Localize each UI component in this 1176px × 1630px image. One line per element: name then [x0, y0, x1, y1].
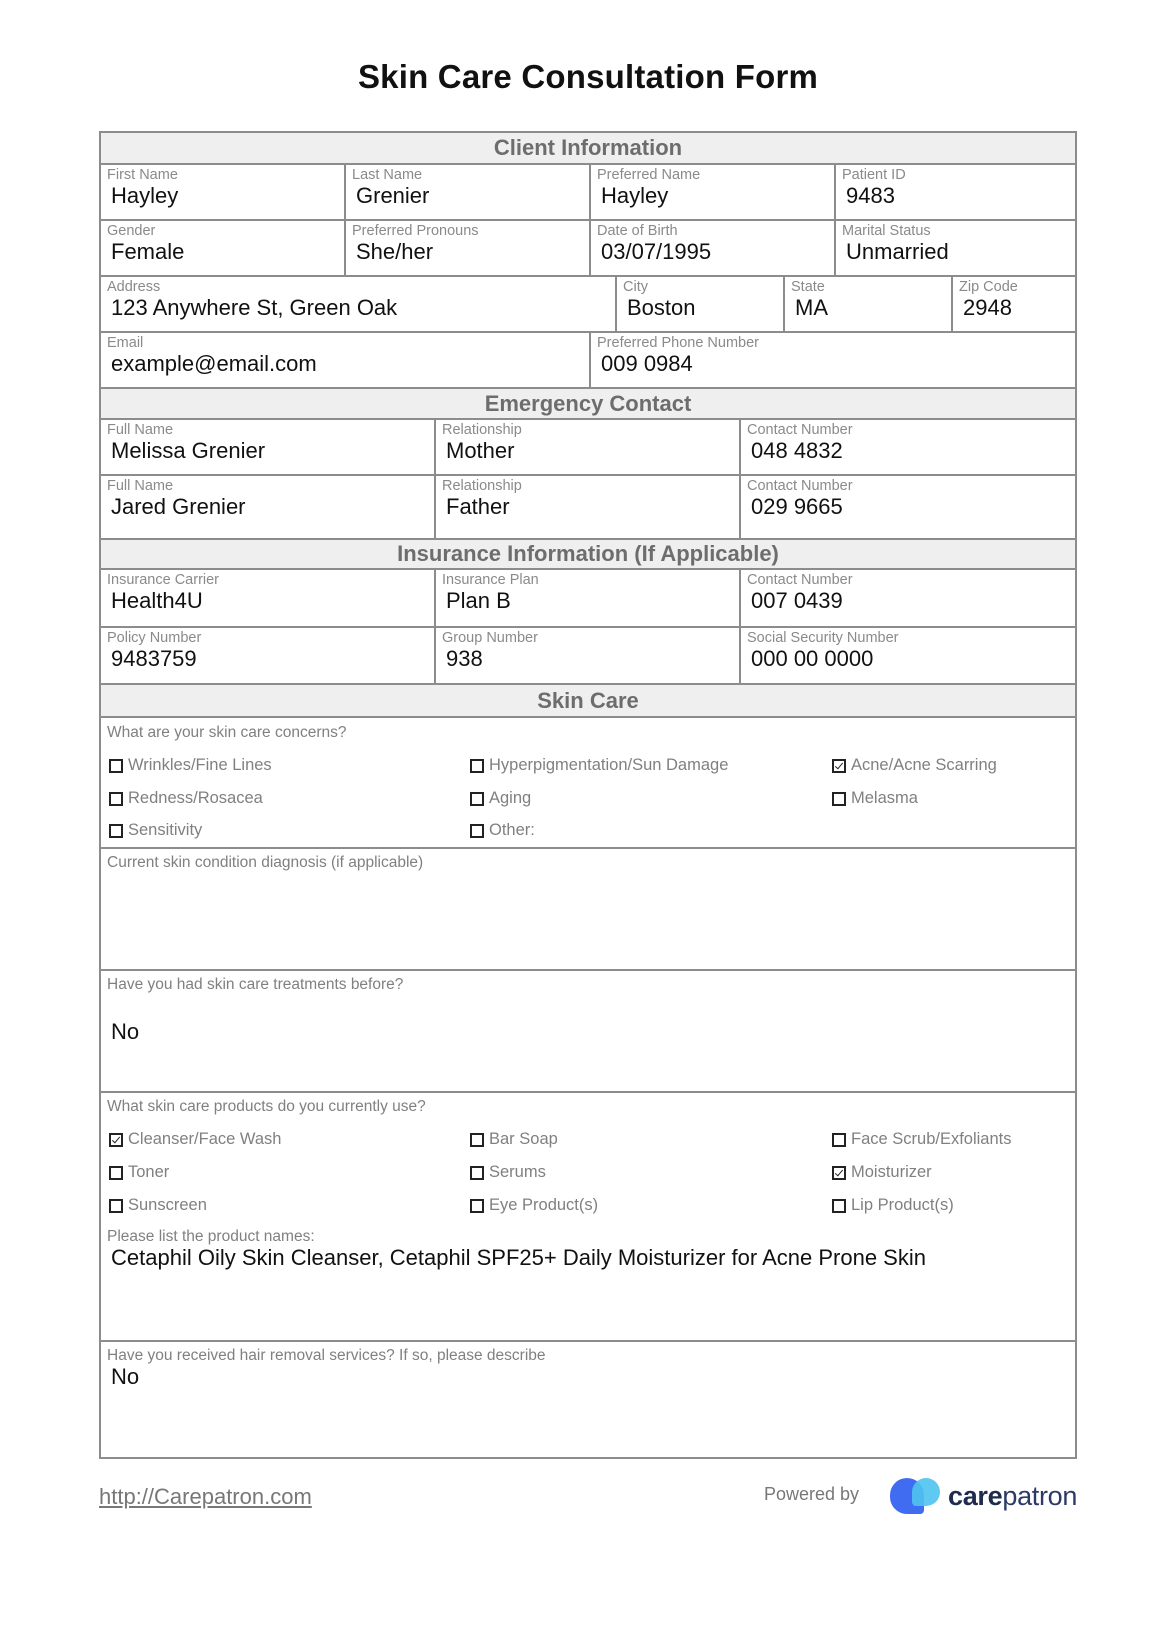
checkbox-icon	[470, 824, 484, 838]
checkbox-label: Toner	[128, 1163, 170, 1181]
product-cleanser-checkbox[interactable]	[109, 1130, 281, 1149]
field-value: 048 4832	[751, 438, 843, 463]
field-label: Insurance Carrier	[107, 572, 220, 588]
field-value: 007 0439	[751, 588, 843, 613]
field-label: Relationship	[442, 422, 522, 438]
checkbox-label: Acne/Acne Scarring	[851, 756, 997, 774]
field-value: Health4U	[111, 588, 203, 613]
field-label: Zip Code	[959, 279, 1018, 295]
email-field[interactable]	[101, 333, 591, 387]
gender-field[interactable]	[101, 221, 346, 275]
policy-number-field[interactable]	[101, 628, 436, 683]
field-value: 000 00 0000	[751, 646, 874, 671]
field-label: Patient ID	[842, 167, 906, 183]
checkbox-icon	[832, 1133, 846, 1147]
checkbox-label: Redness/Rosacea	[128, 789, 263, 807]
date-of-birth-field[interactable]	[591, 221, 836, 275]
checkbox-icon	[470, 1199, 484, 1213]
preferred-name-field[interactable]	[591, 165, 836, 219]
field-value: 123 Anywhere St, Green Oak	[111, 295, 398, 320]
preferred-pronouns-field[interactable]	[346, 221, 591, 275]
client-row-2	[101, 221, 1075, 277]
emergency-row-1	[101, 420, 1075, 476]
field-value: 9483759	[111, 646, 197, 671]
field-value: Female	[111, 239, 185, 264]
field-value: Boston	[627, 295, 696, 320]
insurance-plan-field[interactable]	[436, 570, 741, 626]
treatments-block[interactable]	[101, 971, 1075, 1093]
field-label: State	[791, 279, 825, 295]
checkbox-label: Wrinkles/Fine Lines	[128, 756, 272, 774]
checkbox-label: Aging	[489, 789, 532, 807]
social-security-number-field[interactable]	[741, 628, 1075, 683]
field-value: Hayley	[111, 183, 179, 208]
concern-other-checkbox[interactable]	[470, 821, 535, 840]
field-label: Marital Status	[842, 223, 931, 239]
field-value: 03/07/1995	[601, 239, 712, 264]
checkbox-label: Serums	[489, 1163, 546, 1181]
section-heading-emergency-contact: Emergency Contact	[101, 389, 1075, 420]
checkbox-icon	[470, 759, 484, 773]
carepatron-logo-icon	[888, 1476, 944, 1516]
checkbox-label: Sunscreen	[128, 1196, 207, 1214]
field-value: 2948	[963, 295, 1012, 320]
treatments-question: Have you had skin care treatments before?	[107, 976, 404, 993]
field-label: Policy Number	[107, 630, 202, 646]
skin-concerns-block	[101, 718, 1075, 849]
product-eye-checkbox[interactable]	[470, 1196, 598, 1215]
product-serums-checkbox[interactable]	[470, 1163, 546, 1182]
skin-concerns-question: What are your skin care concerns?	[107, 724, 347, 741]
insurance-contact-number-field[interactable]	[741, 570, 1075, 626]
wordmark-bold: care	[948, 1480, 1003, 1511]
field-label: Full Name	[107, 478, 174, 494]
checkbox-checked-icon	[832, 1166, 846, 1180]
field-value: 938	[446, 646, 483, 671]
client-row-1	[101, 165, 1075, 221]
address-field[interactable]	[101, 277, 617, 331]
diagnosis-block[interactable]	[101, 849, 1075, 971]
checkbox-label: Bar Soap	[489, 1130, 558, 1148]
state-field[interactable]	[785, 277, 953, 331]
checkbox-label: Sensitivity	[128, 821, 203, 839]
field-label: Address	[107, 279, 161, 295]
emergency-contact-number-field[interactable]	[741, 476, 1075, 538]
field-value: example@email.com	[111, 351, 317, 376]
diagnosis-question: Current skin condition diagnosis (if applicable)	[107, 854, 424, 871]
field-label: Date of Birth	[597, 223, 678, 239]
checkbox-label: Cleanser/Face Wash	[128, 1130, 282, 1148]
checkbox-checked-icon	[832, 759, 846, 773]
products-question: What skin care products do you currently use?	[107, 1098, 426, 1115]
emergency-row-2	[101, 476, 1075, 540]
checkbox-label: Melasma	[851, 789, 918, 807]
checkbox-icon	[109, 824, 123, 838]
field-value: 029 9665	[751, 494, 843, 519]
field-label: City	[623, 279, 648, 295]
field-label: First Name	[107, 167, 178, 183]
product-lip-checkbox[interactable]	[832, 1196, 954, 1215]
field-value: She/her	[356, 239, 434, 264]
field-value: 9483	[846, 183, 895, 208]
field-label: Insurance Plan	[442, 572, 539, 588]
carepatron-link[interactable]: http://Carepatron.com	[99, 1484, 312, 1509]
field-label: Last Name	[352, 167, 423, 183]
carepatron-wordmark	[948, 1481, 1077, 1512]
emergency-relationship-field[interactable]	[436, 476, 741, 538]
product-toner-checkbox[interactable]	[109, 1163, 169, 1182]
product-moisturizer-checkbox[interactable]	[832, 1163, 932, 1182]
field-value: Melissa Grenier	[111, 438, 266, 463]
field-value: Mother	[446, 438, 515, 463]
field-label: Preferred Name	[597, 167, 701, 183]
emergency-full-name-field[interactable]	[101, 420, 436, 474]
client-row-4	[101, 333, 1075, 389]
checkbox-icon	[470, 792, 484, 806]
group-number-field[interactable]	[436, 628, 741, 683]
client-row-3	[101, 277, 1075, 333]
powered-by-text: Powered by	[764, 1484, 860, 1504]
checkbox-icon	[109, 1199, 123, 1213]
insurance-row-2	[101, 628, 1075, 685]
field-value: 009 0984	[601, 351, 693, 376]
concern-redness-checkbox[interactable]	[109, 789, 263, 808]
checkbox-label: Eye Product(s)	[489, 1196, 599, 1214]
concern-acne-checkbox[interactable]	[832, 756, 997, 775]
hair-removal-block[interactable]	[101, 1342, 1075, 1457]
checkbox-icon	[109, 759, 123, 773]
field-value: Jared Grenier	[111, 494, 246, 519]
field-value: Plan B	[446, 588, 511, 613]
field-value: Unmarried	[846, 239, 949, 264]
checkbox-label: Lip Product(s)	[851, 1196, 954, 1214]
section-heading-skin-care: Skin Care	[101, 685, 1075, 718]
patient-id-field[interactable]	[836, 165, 1075, 219]
checkbox-label: Face Scrub/Exfoliants	[851, 1130, 1012, 1148]
product-bar-soap-checkbox[interactable]	[470, 1130, 558, 1149]
first-name-field[interactable]	[101, 165, 346, 219]
field-value: Grenier	[356, 183, 430, 208]
field-label: Gender	[107, 223, 156, 239]
checkbox-icon	[109, 1166, 123, 1180]
field-value: MA	[795, 295, 828, 320]
field-label: Social Security Number	[747, 630, 899, 646]
concern-sensitivity-checkbox[interactable]	[109, 821, 202, 840]
emergency-full-name-field[interactable]	[101, 476, 436, 538]
section-heading-insurance: Insurance Information (If Applicable)	[101, 540, 1075, 570]
wordmark-rest: patron	[1002, 1480, 1078, 1511]
field-value: Hayley	[601, 183, 669, 208]
zip-code-field[interactable]	[953, 277, 1075, 331]
insurance-carrier-field[interactable]	[101, 570, 436, 626]
checkbox-icon	[109, 792, 123, 806]
hair-removal-answer: No	[111, 1364, 140, 1389]
section-heading-client-information: Client Information	[101, 133, 1075, 165]
carepatron-logo[interactable]	[888, 1476, 1077, 1516]
product-face-scrub-checkbox[interactable]	[832, 1130, 1012, 1149]
field-label: Preferred Phone Number	[597, 335, 759, 351]
checkbox-label: Hyperpigmentation/Sun Damage	[489, 756, 729, 774]
field-label: Contact Number	[747, 422, 853, 438]
product-names-label: Please list the product names:	[107, 1228, 315, 1245]
checkbox-icon	[832, 1199, 846, 1213]
field-label: Contact Number	[747, 572, 853, 588]
treatments-answer: No	[111, 1019, 140, 1044]
field-label: Full Name	[107, 422, 174, 438]
product-sunscreen-checkbox[interactable]	[109, 1196, 207, 1215]
checkbox-icon	[470, 1166, 484, 1180]
form-title: Skin Care Consultation Form	[357, 58, 819, 95]
field-value: Father	[446, 494, 510, 519]
checkbox-label: Other:	[489, 821, 535, 839]
field-label: Contact Number	[747, 478, 853, 494]
checkbox-icon	[470, 1133, 484, 1147]
field-label: Preferred Pronouns	[352, 223, 479, 239]
field-label: Relationship	[442, 478, 522, 494]
checkbox-label: Moisturizer	[851, 1163, 932, 1181]
emergency-contact-number-field[interactable]	[741, 420, 1075, 474]
checkbox-checked-icon	[109, 1133, 123, 1147]
preferred-phone-field[interactable]	[591, 333, 1075, 387]
products-block	[101, 1093, 1075, 1342]
field-label: Email	[107, 335, 144, 351]
concern-wrinkles-checkbox[interactable]	[109, 756, 272, 775]
product-names-value[interactable]: Cetaphil Oily Skin Cleanser, Cetaphil SPF25+ Daily Moisturizer for Acne Prone Skin	[111, 1245, 926, 1270]
concern-hyperpigmentation-checkbox[interactable]	[470, 756, 728, 775]
hair-removal-question: Have you received hair removal services? If so, please describe	[107, 1347, 546, 1364]
checkbox-icon	[832, 792, 846, 806]
concern-aging-checkbox[interactable]	[470, 789, 531, 808]
concern-melasma-checkbox[interactable]	[832, 789, 918, 808]
field-label: Group Number	[442, 630, 538, 646]
consultation-form	[99, 131, 1077, 1459]
emergency-relationship-field[interactable]	[436, 420, 741, 474]
marital-status-field[interactable]	[836, 221, 1075, 275]
insurance-row-1	[101, 570, 1075, 628]
last-name-field[interactable]	[346, 165, 591, 219]
city-field[interactable]	[617, 277, 785, 331]
